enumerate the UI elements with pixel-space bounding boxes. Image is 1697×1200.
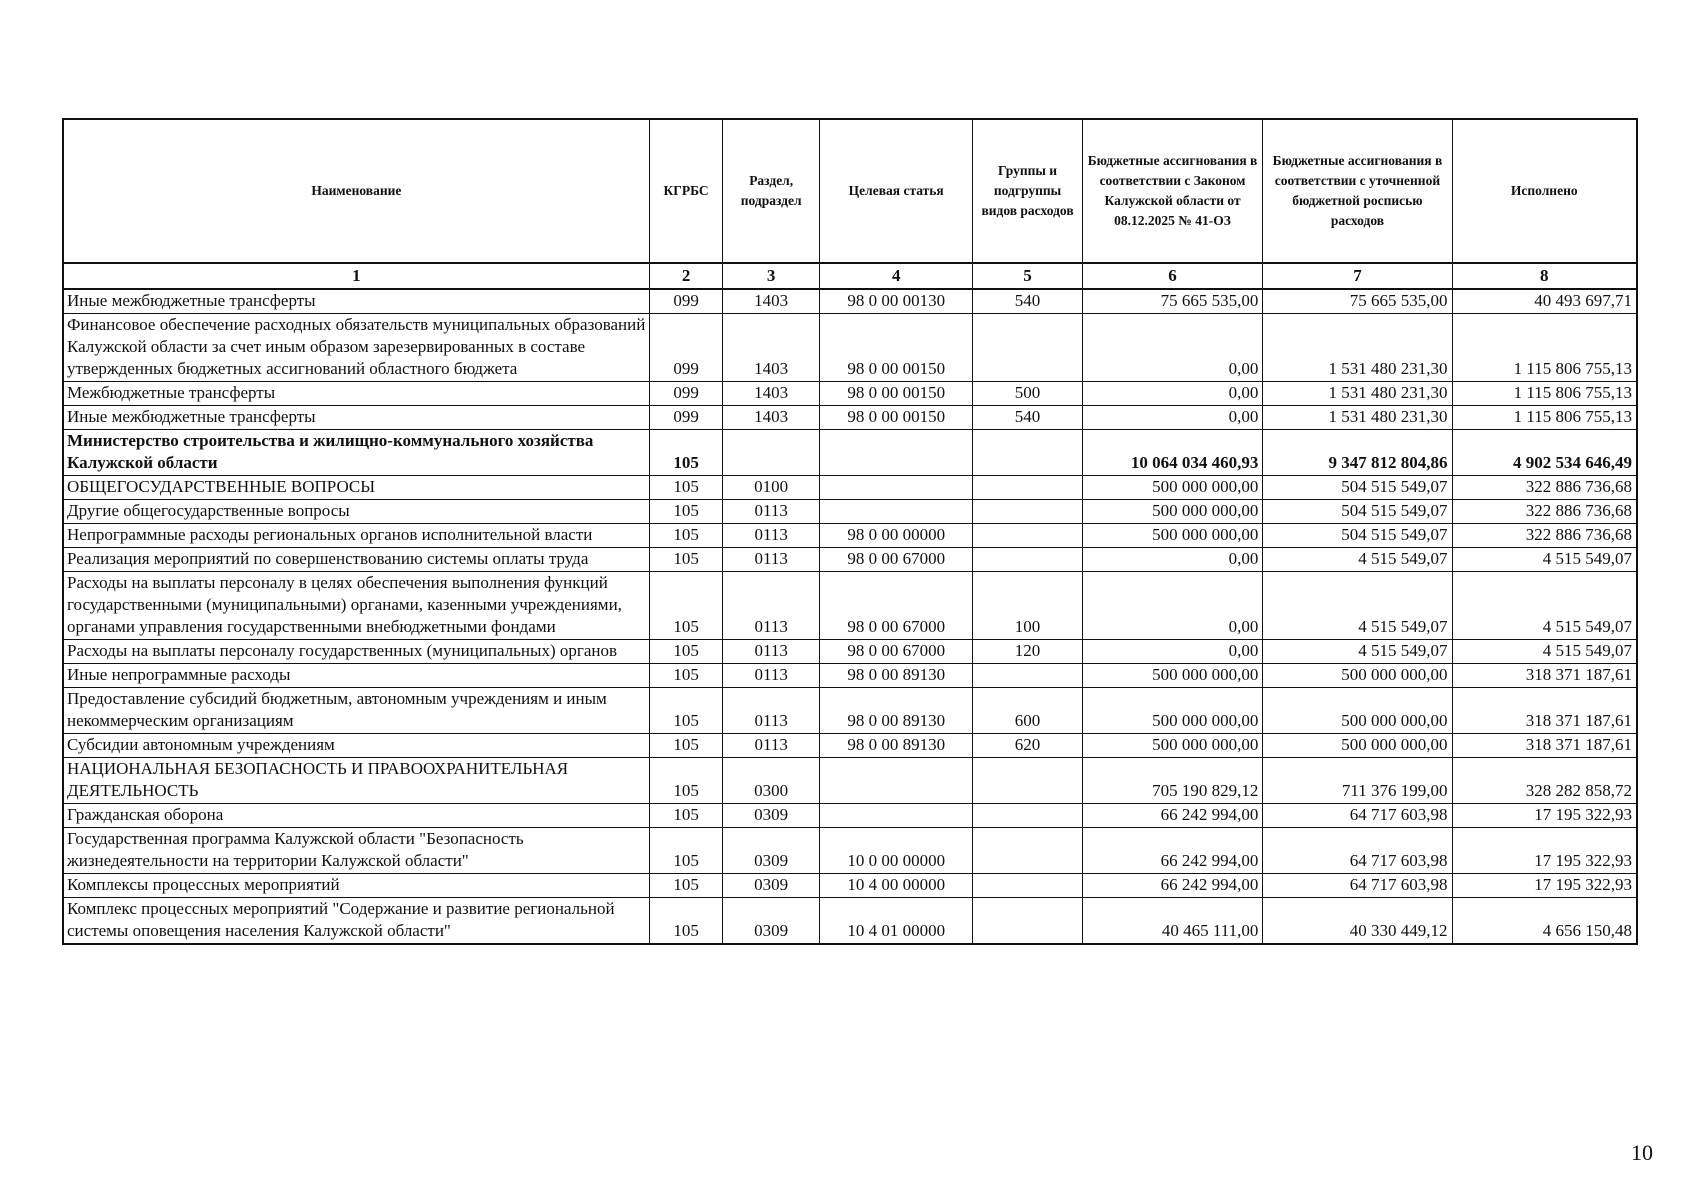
table-row [63,548,1637,572]
cell-kgrbs: 105 [649,640,723,664]
cell-section: 0113 [723,500,820,524]
cell-law-allocation: 500 000 000,00 [1082,664,1263,688]
cell-target: 98 0 00 00150 [820,314,973,382]
cell-group: 100 [973,572,1082,640]
cell-law-allocation: 0,00 [1082,406,1263,430]
cell-refined-allocation: 75 665 535,00 [1263,289,1452,314]
cell-executed: 322 886 736,68 [1452,524,1637,548]
cell-name: Иные межбюджетные трансферты [63,406,649,430]
cell-executed: 1 115 806 755,13 [1452,314,1637,382]
cell-target: 98 0 00 67000 [820,572,973,640]
header-law-allocations: Бюджетные ассигнования в соответствии с Законом Калужской области от 08.12.2025 № 41-ОЗ [1082,119,1263,263]
cell-group [973,524,1082,548]
cell-refined-allocation: 504 515 549,07 [1263,524,1452,548]
table-row [63,664,1637,688]
cell-name: ОБЩЕГОСУДАРСТВЕННЫЕ ВОПРОСЫ [63,476,649,500]
cell-kgrbs: 105 [649,572,723,640]
cell-law-allocation: 10 064 034 460,93 [1082,430,1263,476]
table-row [63,828,1637,874]
cell-name: Иные непрограммные расходы [63,664,649,688]
cell-section: 0309 [723,898,820,945]
cell-group [973,874,1082,898]
cell-section: 0309 [723,828,820,874]
cell-executed: 318 371 187,61 [1452,688,1637,734]
cell-refined-allocation: 500 000 000,00 [1263,664,1452,688]
cell-law-allocation: 705 190 829,12 [1082,758,1263,804]
cell-group: 540 [973,289,1082,314]
cell-group: 500 [973,382,1082,406]
cell-name: Реализация мероприятий по совершенствованию системы оплаты труда [63,548,649,572]
table-row [63,874,1637,898]
header-target: Целевая статья [820,119,973,263]
cell-executed: 1 115 806 755,13 [1452,382,1637,406]
table-row [63,734,1637,758]
cell-group: 600 [973,688,1082,734]
column-number: 4 [820,263,973,289]
cell-section: 0300 [723,758,820,804]
cell-refined-allocation: 64 717 603,98 [1263,828,1452,874]
cell-target: 10 4 00 00000 [820,874,973,898]
cell-law-allocation: 500 000 000,00 [1082,734,1263,758]
cell-executed: 1 115 806 755,13 [1452,406,1637,430]
cell-name: Государственная программа Калужской области "Безопасность жизнедеятельности на территории Калужской области" [63,828,649,874]
header-name: Наименование [63,119,649,263]
table-row [63,804,1637,828]
cell-target [820,476,973,500]
cell-target: 98 0 00 89130 [820,664,973,688]
cell-group [973,804,1082,828]
cell-name: Другие общегосударственные вопросы [63,500,649,524]
cell-law-allocation: 500 000 000,00 [1082,476,1263,500]
cell-refined-allocation: 500 000 000,00 [1263,734,1452,758]
cell-target: 98 0 00 00130 [820,289,973,314]
cell-refined-allocation: 9 347 812 804,86 [1263,430,1452,476]
table-row [63,382,1637,406]
cell-law-allocation: 40 465 111,00 [1082,898,1263,945]
cell-refined-allocation: 40 330 449,12 [1263,898,1452,945]
cell-group: 540 [973,406,1082,430]
column-number: 1 [63,263,649,289]
cell-section: 0100 [723,476,820,500]
cell-section: 1403 [723,289,820,314]
cell-target [820,804,973,828]
cell-kgrbs: 105 [649,898,723,945]
cell-refined-allocation: 4 515 549,07 [1263,548,1452,572]
cell-group [973,500,1082,524]
table-row [63,572,1637,640]
cell-executed: 318 371 187,61 [1452,664,1637,688]
column-number: 5 [973,263,1082,289]
budget-execution-table [62,118,1638,945]
cell-executed: 17 195 322,93 [1452,874,1637,898]
cell-refined-allocation: 4 515 549,07 [1263,572,1452,640]
table-header-row [63,119,1637,263]
cell-refined-allocation: 1 531 480 231,30 [1263,382,1452,406]
cell-target: 10 4 01 00000 [820,898,973,945]
table-row [63,898,1637,945]
cell-executed: 17 195 322,93 [1452,804,1637,828]
cell-law-allocation: 75 665 535,00 [1082,289,1263,314]
cell-name: Расходы на выплаты персоналу государственных (муниципальных) органов [63,640,649,664]
cell-target [820,430,973,476]
table-row [63,500,1637,524]
cell-section: 0113 [723,734,820,758]
cell-group: 620 [973,734,1082,758]
cell-section [723,430,820,476]
cell-law-allocation: 0,00 [1082,640,1263,664]
cell-name: Комплекс процессных мероприятий "Содержание и развитие региональной системы оповещения населения Калужской области" [63,898,649,945]
cell-kgrbs: 099 [649,382,723,406]
cell-name: Иные межбюджетные трансферты [63,289,649,314]
cell-executed: 322 886 736,68 [1452,476,1637,500]
cell-kgrbs: 105 [649,804,723,828]
cell-kgrbs: 105 [649,430,723,476]
cell-target: 98 0 00 00150 [820,382,973,406]
cell-law-allocation: 0,00 [1082,382,1263,406]
cell-law-allocation: 500 000 000,00 [1082,500,1263,524]
cell-executed: 4 515 549,07 [1452,572,1637,640]
cell-section: 0113 [723,688,820,734]
column-number: 3 [723,263,820,289]
header-groups: Группы и подгруппы видов расходов [973,119,1082,263]
cell-refined-allocation: 504 515 549,07 [1263,476,1452,500]
cell-kgrbs: 099 [649,289,723,314]
cell-law-allocation: 500 000 000,00 [1082,688,1263,734]
header-section: Раздел, подраздел [723,119,820,263]
cell-target: 98 0 00 89130 [820,688,973,734]
cell-executed: 318 371 187,61 [1452,734,1637,758]
cell-name: Субсидии автономным учреждениям [63,734,649,758]
cell-refined-allocation: 64 717 603,98 [1263,874,1452,898]
cell-executed: 4 515 549,07 [1452,640,1637,664]
cell-kgrbs: 105 [649,476,723,500]
cell-refined-allocation: 4 515 549,07 [1263,640,1452,664]
cell-name: Комплексы процессных мероприятий [63,874,649,898]
header-refined-allocations: Бюджетные ассигнования в соответствии с уточненной бюджетной росписью расходов [1263,119,1452,263]
header-kgrbs: КГРБС [649,119,723,263]
table-row [63,314,1637,382]
cell-target: 98 0 00 00000 [820,524,973,548]
cell-executed: 4 656 150,48 [1452,898,1637,945]
cell-group [973,664,1082,688]
column-number-row [63,263,1637,289]
cell-section: 0309 [723,874,820,898]
cell-name: Предоставление субсидий бюджетным, автономным учреждениям и иным некоммерческим организациям [63,688,649,734]
page-number: 10 [1631,1140,1653,1165]
cell-kgrbs: 105 [649,874,723,898]
table-row [63,524,1637,548]
cell-target [820,500,973,524]
cell-name: Расходы на выплаты персоналу в целях обеспечения выполнения функций государственными (муниципальными) органами, казенными учреждениями, органами управления государственными внебюджетными фондами [63,572,649,640]
cell-section: 0113 [723,664,820,688]
cell-law-allocation: 0,00 [1082,572,1263,640]
cell-executed: 322 886 736,68 [1452,500,1637,524]
cell-law-allocation: 0,00 [1082,548,1263,572]
cell-executed: 40 493 697,71 [1452,289,1637,314]
cell-group: 120 [973,640,1082,664]
cell-section: 0113 [723,572,820,640]
table-row [63,476,1637,500]
cell-group [973,828,1082,874]
cell-target: 98 0 00 00150 [820,406,973,430]
cell-law-allocation: 0,00 [1082,314,1263,382]
cell-kgrbs: 105 [649,828,723,874]
cell-group [973,430,1082,476]
table-row [63,640,1637,664]
cell-target: 98 0 00 89130 [820,734,973,758]
cell-name: Министерство строительства и жилищно-коммунального хозяйства Калужской области [63,430,649,476]
cell-group [973,314,1082,382]
cell-law-allocation: 500 000 000,00 [1082,524,1263,548]
cell-refined-allocation: 1 531 480 231,30 [1263,314,1452,382]
cell-group [973,898,1082,945]
cell-executed: 17 195 322,93 [1452,828,1637,874]
table-row [63,406,1637,430]
cell-executed: 4 902 534 646,49 [1452,430,1637,476]
table-row [63,758,1637,804]
cell-kgrbs: 105 [649,524,723,548]
table-row [63,289,1637,314]
column-number: 6 [1082,263,1263,289]
cell-section: 1403 [723,406,820,430]
table-body [63,289,1637,944]
cell-name: Гражданская оборона [63,804,649,828]
cell-kgrbs: 105 [649,548,723,572]
cell-section: 0113 [723,640,820,664]
cell-section: 1403 [723,314,820,382]
cell-target [820,758,973,804]
cell-refined-allocation: 711 376 199,00 [1263,758,1452,804]
column-number: 2 [649,263,723,289]
cell-kgrbs: 105 [649,664,723,688]
cell-section: 0113 [723,524,820,548]
cell-kgrbs: 105 [649,734,723,758]
cell-target: 98 0 00 67000 [820,548,973,572]
cell-name: Межбюджетные трансферты [63,382,649,406]
cell-section: 1403 [723,382,820,406]
cell-law-allocation: 66 242 994,00 [1082,828,1263,874]
table-row [63,430,1637,476]
cell-law-allocation: 66 242 994,00 [1082,804,1263,828]
cell-law-allocation: 66 242 994,00 [1082,874,1263,898]
cell-group [973,548,1082,572]
cell-refined-allocation: 64 717 603,98 [1263,804,1452,828]
cell-kgrbs: 105 [649,688,723,734]
column-number: 7 [1263,263,1452,289]
cell-name: Финансовое обеспечение расходных обязательств муниципальных образований Калужской области за счет иным образом зарезервированных в составе утвержденных бюджетных ассигнований областного бюджета [63,314,649,382]
table-row [63,688,1637,734]
column-number: 8 [1452,263,1637,289]
cell-name: НАЦИОНАЛЬНАЯ БЕЗОПАСНОСТЬ И ПРАВООХРАНИТЕЛЬНАЯ ДЕЯТЕЛЬНОСТЬ [63,758,649,804]
cell-kgrbs: 105 [649,500,723,524]
cell-kgrbs: 099 [649,406,723,430]
cell-refined-allocation: 504 515 549,07 [1263,500,1452,524]
cell-target: 98 0 00 67000 [820,640,973,664]
cell-section: 0309 [723,804,820,828]
header-executed: Исполнено [1452,119,1637,263]
cell-group [973,758,1082,804]
cell-kgrbs: 105 [649,758,723,804]
cell-kgrbs: 099 [649,314,723,382]
cell-section: 0113 [723,548,820,572]
cell-refined-allocation: 1 531 480 231,30 [1263,406,1452,430]
cell-target: 10 0 00 00000 [820,828,973,874]
cell-group [973,476,1082,500]
cell-executed: 328 282 858,72 [1452,758,1637,804]
cell-executed: 4 515 549,07 [1452,548,1637,572]
cell-name: Непрограммные расходы региональных органов исполнительной власти [63,524,649,548]
cell-refined-allocation: 500 000 000,00 [1263,688,1452,734]
